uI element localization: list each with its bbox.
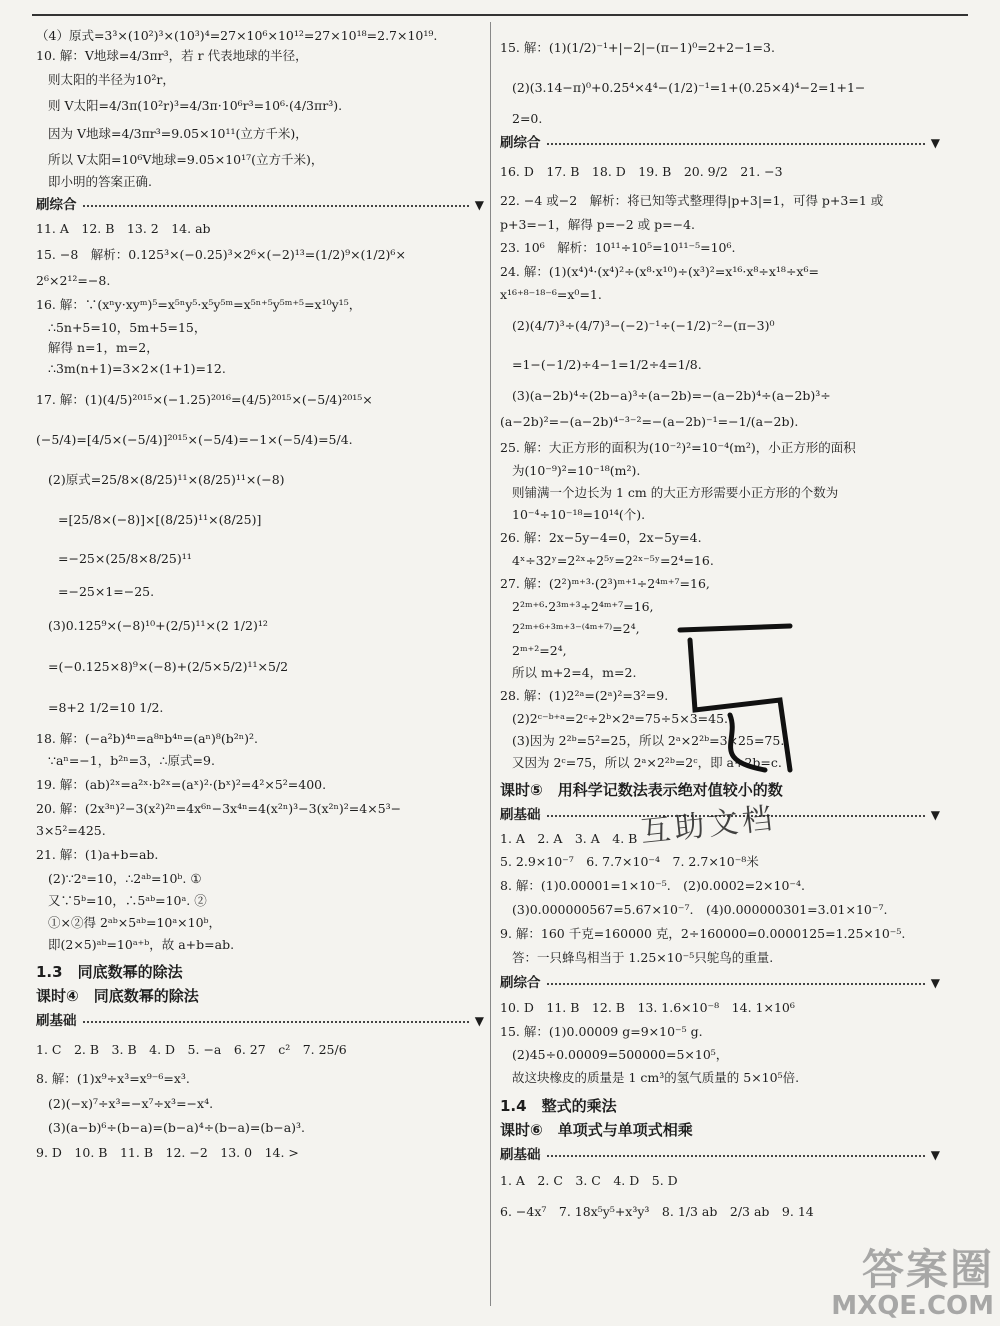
text-line: 又∵5ᵇ=10，∴5ᵃᵇ=10ᵃ. ② [48,893,207,908]
text-line: 则铺满一个边长为 1 cm 的大正方形需要小正方形的个数为 [512,485,839,500]
watermark-text: 互助文档 [638,800,778,850]
section-heading-1-3: 1.3 同底数幂的除法 [36,963,183,981]
text-line: 10. D 11. B 12. B 13. 1.6×10⁻⁸ 14. 1×10⁶ [500,1000,795,1015]
text-line: 1. C 2. B 3. B 4. D 5. −a 6. 27 c² 7. 25/6 [36,1042,347,1057]
text-line: =−25×(25/8×8/25)¹¹ [58,551,192,566]
text-line: 8. 解：(1)x⁹÷x³=x⁹⁻⁶=x³. [36,1071,190,1086]
text-line: =(−0.125×8)⁹×(−8)+(2/5×5/2)¹¹×5/2 [48,659,289,674]
dotted-leader [83,205,469,207]
section-title: 刷基础 [36,1013,77,1029]
section-header-practice-basics [36,1010,484,1032]
text-line: 26. 解：2x−5y−4=0，2x−5y=4. [500,530,702,545]
text-line: 16. 解：∵(xⁿy·xyᵐ)⁵=x⁵ⁿy⁵·x⁵y⁵ᵐ=x⁵ⁿ⁺⁵y⁵ᵐ⁺⁵=x¹⁰y¹⁵， [36,297,362,312]
text-line: 所以 V太阳=10⁶V地球=9.05×10¹⁷(立方千米)， [48,152,324,167]
text-line: 解得 n=1，m=2， [48,340,159,355]
text-line: 15. 解：(1)0.00009 g=9×10⁻⁵ g. [500,1024,703,1039]
text-line: (3)0.125⁹×(−8)¹⁰+(2/5)¹¹×(2 1/2)¹² [48,618,268,633]
section-header-practice-basics [500,1144,940,1166]
text-line: ①×②得 2ᵃᵇ×5ᵃᵇ=10ᵃ×10ᵇ， [48,915,222,930]
text-line: 即小明的答案正确. [48,174,152,189]
right-body-2 [500,828,940,970]
text-line: ∵aⁿ=−1，b²ⁿ=3，∴原式=9. [48,753,215,768]
right-pre [500,28,940,130]
text-line: (2)45÷0.00009=500000=5×10⁵， [512,1047,729,1062]
section-title: 刷综合 [500,975,541,991]
triangle-down-icon: ▼ [930,136,940,150]
left-body-1 [36,218,484,956]
text-line: 8. 解：(1)0.00001=1×10⁻⁵. (2)0.0002=2×10⁻⁴. [500,878,806,893]
text-line: 23. 10⁶ 解析：10¹¹÷10⁵=10¹¹⁻⁵=10⁶. [500,240,736,255]
text-line: =1−(−1/2)÷4−1=1/2÷4=1/8. [512,357,702,372]
text-line: 所以 m+2=4，m=2. [512,665,637,680]
text-line: 28. 解：(1)2²ᵃ=(2ᵃ)²=3²=9. [500,688,669,703]
text-line: 2²ᵐ⁺⁶⁺³ᵐ⁺³⁻⁽⁴ᵐ⁺⁷⁾=2⁴, [512,621,640,636]
text-line: =[25/8×(−8)]×[(8/25)¹¹×(8/25)] [58,512,262,527]
text-line: 故这块橡皮的质量是 1 cm³的氢气质量的 5×10⁵倍. [512,1070,800,1085]
section-title: 刷综合 [500,135,541,151]
text-line: 答：一只蜂鸟相当于 1.25×10⁻⁵只鸵鸟的重量. [512,950,774,965]
dotted-leader [547,143,925,145]
text-line: 1. A 2. C 3. C 4. D 5. D [500,1173,678,1188]
text-line: 则太阳的半径为10²r， [48,72,175,87]
text-line: 24. 解：(1)(x⁴)⁴·(x⁴)²÷(x⁸·x¹⁰)÷(x³)²=x¹⁶·x⁸÷x¹⁸÷x⁶= [500,264,819,279]
text-line: (2)(3.14−π)⁰+0.25⁴×4⁴−(1/2)⁻¹=1+(0.25×4)⁴−2=1+1− [512,80,866,95]
text-line: (2)(−x)⁷÷x³=−x⁷÷x³=−x⁴. [48,1096,214,1111]
text-line: 22. −4 或−2 解析：将已知等式整理得|p+3|=1，可得 p+3=1 或 [500,193,884,208]
dotted-leader [547,983,925,985]
text-line: (2)原式=25/8×(8/25)¹¹×(8/25)¹¹×(−8) [48,472,285,487]
triangle-down-icon: ▼ [474,1014,484,1028]
text-line: (2)(4/7)³÷(4/7)³−(−2)⁻¹÷(−1/2)⁻²−(π−3)⁰ [512,318,775,333]
text-line: 9. 解：160 千克=160000 克，2÷160000=0.0000125=1.25×10⁻⁵. [500,926,906,941]
text-line: 又因为 2ᶜ=75，所以 2ᵃ×2²ᵇ=2ᶜ，即 a+2b=c. [512,755,782,770]
triangle-down-icon: ▼ [474,198,484,212]
text-line: (2)2ᶜ⁻ᵇ⁺ᵃ=2ᶜ÷2ᵇ×2ᵃ=75÷5×3=45. [512,711,729,726]
text-line: (3)0.000000567=5.67×10⁻⁷. (4)0.000000301=3.01×10⁻⁷. [512,902,888,917]
text-line: =−25×1=−25. [58,584,155,599]
text-line: 因为 V地球=4/3πr³=9.05×10¹¹(立方千米)， [48,126,308,141]
text-line: ∴3m(n+1)=3×2×(1+1)=12. [48,361,226,376]
text-line: 9. D 10. B 11. B 12. −2 13. 0 14. > [36,1145,299,1160]
right-body-4 [500,1168,940,1230]
text-line: 2=0. [512,111,543,126]
section-title: 刷基础 [500,807,541,823]
text-line: 15. −8 解析：0.125³×(−0.25)³×2⁶×(−2)¹³=(1/2)⁹×(1/2)⁶× [36,247,406,262]
text-line: 则 V太阳=4/3π(10²r)³=4/3π·10⁶r³=10⁶·(4/3πr³). [48,98,343,113]
left-body-2 [36,1034,484,1166]
text-line: （4）原式=3³×(10²)³×(10³)⁴=27×10⁶×10¹²=27×10¹⁸=2.7×10¹⁹. [36,28,438,43]
triangle-down-icon: ▼ [930,1148,940,1162]
text-line: x¹⁶⁺⁸⁻¹⁸⁻⁶=x⁰=1. [500,287,602,302]
text-line: 4ˣ÷32ʸ=2²ˣ÷2⁵ʸ=2²ˣ⁻⁵ʸ=2⁴=16. [512,553,714,568]
text-line: 27. 解：(2²)ᵐ⁺³·(2³)ᵐ⁺¹÷2⁴ᵐ⁺⁷=16, [500,576,710,591]
text-line: 2²ᵐ⁺⁶·2³ᵐ⁺³÷2⁴ᵐ⁺⁷=16, [512,599,654,614]
text-line: 即(2×5)ᵃᵇ=10ᵃ⁺ᵇ，故 a+b=ab. [48,937,235,952]
text-line: 21. 解：(1)a+b=ab. [36,847,159,862]
text-line: 2⁶×2¹²=−8. [36,273,111,288]
left-pre [36,28,484,192]
text-line: 1. A 2. A 3. A 4. B [500,831,638,846]
site-logo [831,1245,994,1321]
text-line: 为(10⁻⁹)²=10⁻¹⁸(m²). [512,463,641,478]
section-heading-1-4: 1.4 整式的乘法 [500,1097,617,1115]
lesson-heading-4: 课时④ 同底数幂的除法 [36,987,199,1005]
text-line: 3×5²=425. [36,823,106,838]
top-rule [32,14,968,16]
dotted-leader [547,1155,925,1157]
text-line: 5. 2.9×10⁻⁷ 6. 7.7×10⁻⁴ 7. 2.7×10⁻⁸米 [500,854,759,869]
left-column [36,28,484,1166]
section-header-practice-comprehensive [500,972,940,994]
text-line: (3)(a−b)⁶÷(b−a)=(b−a)⁴÷(b−a)=(b−a)³. [48,1120,306,1135]
text-line: 10. 解：V地球=4/3πr³，若 r 代表地球的半径， [36,48,308,63]
text-line: 6. −4x⁷ 7. 18x⁵y⁵+x³y³ 8. 1/3 ab 2/3 ab 9. 14 [500,1204,814,1219]
text-line: 2ᵐ⁺²=2⁴, [512,643,567,658]
text-line: (3)(a−2b)⁴÷(2b−a)³÷(a−2b)=−(a−2b)⁴÷(a−2b)³÷ [512,388,831,403]
logo-title: 答案圈 [861,1245,994,1294]
lesson-heading-5: 课时⑤ 用科学记数法表示绝对值较小的数 [500,781,783,799]
text-line: =8+2 1/2=10 1/2. [48,700,164,715]
text-line: 18. 解：(−a²b)⁴ⁿ=a⁸ⁿb⁴ⁿ=(aⁿ)⁸(b²ⁿ)². [36,731,258,746]
lesson-heading-6: 课时⑥ 单项式与单项式相乘 [500,1121,693,1139]
logo-url: MXQE.COM [831,1291,994,1321]
section-header-practice-comprehensive [36,194,484,216]
text-line: (3)因为 2²ᵇ=5²=25，所以 2ᵃ×2²ᵇ=3×25=75. [512,733,785,748]
triangle-down-icon: ▼ [930,808,940,822]
text-line: 11. A 12. B 13. 2 14. ab [36,221,211,236]
text-line: p+3=−1，解得 p=−2 或 p=−4. [500,217,696,232]
text-line: 25. 解：大正方形的面积为(10⁻²)²=10⁻⁴(m²)，小正方形的面积 [500,440,856,455]
text-line: (2)∵2ᵃ=10，∴2ᵃᵇ=10ᵇ. ① [48,871,202,886]
text-line: 10⁻⁴÷10⁻¹⁸=10¹⁴(个). [512,507,646,522]
text-line: 16. D 17. B 18. D 19. B 20. 9/2 21. −3 [500,164,783,179]
right-body-3 [500,996,940,1090]
scribble-stroke [680,626,790,770]
section-title: 刷基础 [500,1147,541,1163]
triangle-down-icon: ▼ [930,976,940,990]
text-line: 17. 解：(1)(4/5)²⁰¹⁵×(−1.25)²⁰¹⁶=(4/5)²⁰¹⁵×(−5/4)²⁰¹⁵× [36,392,373,407]
section-header-practice-comprehensive [500,132,940,154]
column-divider [490,22,491,1306]
text-line: (a−2b)²=−(a−2b)⁴⁻³⁻²=−(a−2b)⁻¹=−1/(a−2b). [500,414,799,429]
section-title: 刷综合 [36,197,77,213]
text-line: (−5/4)=[4/5×(−5/4)]²⁰¹⁵×(−5/4)=−1×(−5/4)=5/4. [36,432,353,447]
text-line: ∴5n+5=10，5m+5=15， [48,320,207,335]
scribble-mark [670,620,810,790]
text-line: 15. 解：(1)(1/2)⁻¹+|−2|−(π−1)⁰=2+2−1=3. [500,40,775,55]
dotted-leader [83,1021,469,1023]
text-line: 20. 解：(2x³ⁿ)²−3(x²)²ⁿ=4x⁶ⁿ−3x⁴ⁿ=4(x²ⁿ)³−3(x²ⁿ)²=4×5³− [36,801,402,816]
text-line: 19. 解：(ab)²ˣ=a²ˣ·b²ˣ=(aˣ)²·(bˣ)²=4²×5²=400. [36,777,327,792]
